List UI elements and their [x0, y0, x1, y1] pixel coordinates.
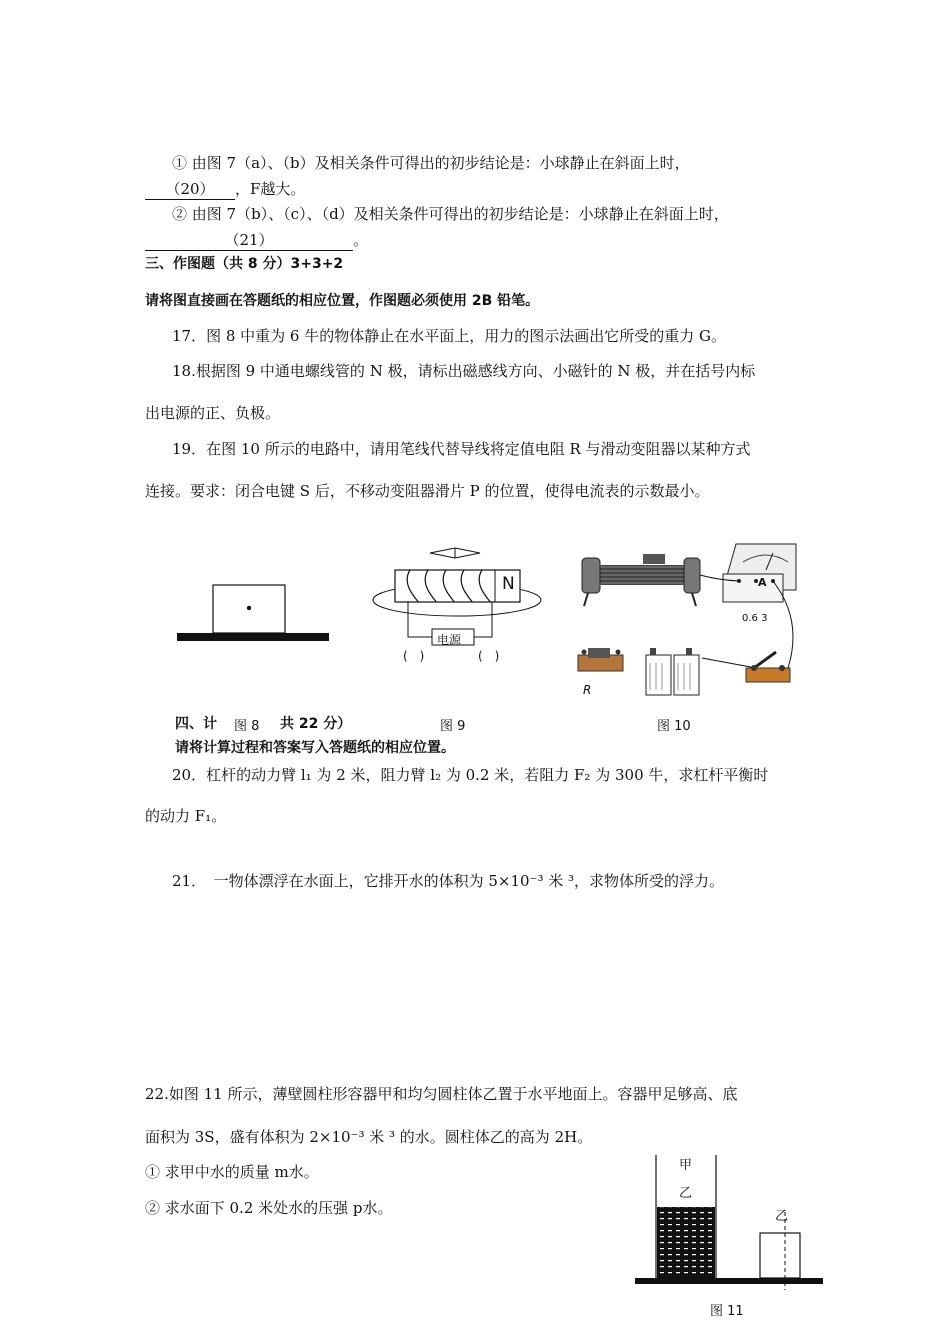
- q20-text-line1: 20．杠杆的动力臂 l₁ 为 2 米，阻力臂 l₂ 为 0.2 米，若阻力 F₂ 为 300 牛，求杠杆平衡时: [172, 766, 769, 784]
- water-fill: [657, 1207, 715, 1278]
- q16-conclusion-2-cont: [145, 229, 368, 251]
- figure-10-caption: 图 10: [657, 719, 691, 734]
- cylinder-yi-label: 乙: [775, 1209, 789, 1224]
- solenoid-n-pole-label: N: [502, 574, 515, 594]
- q16-c1-text: ① 由图 7（a）、（b）及相关条件可得出的初步结论是：小球静止在斜面上时，: [172, 154, 690, 172]
- figure-8: [175, 580, 335, 650]
- q19-text-line2: 连接。要求：闭合电键 S 后，不移动变阻器滑片 P 的位置，使得电流表的示数最小。: [145, 482, 710, 500]
- q22-sub2: ② 求水面下 0.2 米处水的压强 p水。: [145, 1199, 393, 1217]
- q22-text-line1: 22.如图 11 所示，薄壁圆柱形容器甲和均匀圆柱体乙置于水平地面上。容器甲足够高、底: [145, 1085, 738, 1103]
- q18-text-line2: 出电源的正、负极。: [145, 404, 281, 422]
- section4-instruction: 请将计算过程和答案写入答题纸的相应位置。: [175, 740, 455, 756]
- q21-text: 21． 一物体漂浮在水面上，它排开水的体积为 5×10⁻³ 米 ³，求物体所受的浮力。: [172, 872, 725, 890]
- container-yi-label: 乙: [679, 1186, 693, 1201]
- figure-11-caption: 图 11: [710, 1304, 744, 1319]
- figure-9-caption: 图 9: [440, 719, 466, 734]
- q16-conclusion-1: [172, 152, 690, 173]
- switch-icon: [746, 652, 790, 682]
- power-polarity-left[interactable]: ( ): [403, 649, 425, 663]
- q22-sub1: ① 求甲中水的质量 m水。: [145, 1163, 319, 1181]
- ammeter-icon: [723, 544, 796, 602]
- q17-text: 17．图 8 中重为 6 牛的物体静止在水平面上，用力的图示法画出它所受的重力 G。: [172, 327, 726, 345]
- section3-heading: 三、作图题（共 8 分）3+3+2: [145, 256, 344, 272]
- power-polarity-right[interactable]: ( ): [478, 649, 500, 663]
- container-jia-label: 甲: [679, 1158, 693, 1173]
- figure-10-circuit: [578, 540, 803, 700]
- q20-text-line2: 的动力 F₁。: [145, 807, 227, 825]
- figure-8-caption: 图 8: [234, 719, 260, 734]
- q16-c2-tail: 。: [353, 231, 369, 249]
- ammeter-scale-label: 0.6 3: [742, 613, 768, 624]
- resistor-icon: [578, 648, 623, 671]
- answer-blank-20[interactable]: （20）: [145, 178, 235, 200]
- battery-icon: [646, 648, 699, 695]
- rheostat-icon: [582, 554, 700, 606]
- power-source-label: 电源: [437, 633, 462, 647]
- resistor-r-label: R: [583, 683, 592, 697]
- q19-text-line1: 19．在图 10 所示的电路中，请用笔线代替导线将定值电阻 R 与滑动变阻器以某种方式: [172, 440, 751, 458]
- section3-instruction: 请将图直接画在答题纸的相应位置，作图题必须使用 2B 铅笔。: [145, 293, 540, 309]
- answer-blank-21[interactable]: （21）: [145, 229, 353, 251]
- q16-conclusion-1-cont: [145, 178, 305, 200]
- q16-conclusion-2: [172, 203, 729, 224]
- q16-c2-text: ② 由图 7（b）、（c）、（d）及相关条件可得出的初步结论是：小球静止在斜面上时，: [172, 205, 729, 223]
- figure-11: [635, 1150, 825, 1295]
- section4-heading-right: 共 22 分）: [280, 716, 352, 732]
- section4-heading-left: 四、计: [175, 716, 217, 732]
- q22-text-line2: 面积为 3S，盛有体积为 2×10⁻³ 米 ³ 的水。圆柱体乙的高为 2H。: [145, 1128, 593, 1146]
- ammeter-a-label: A: [758, 576, 767, 589]
- q16-c1-tail: ，F越大。: [235, 180, 306, 198]
- q18-text-line1: 18.根据图 9 中通电螺线管的 N 极，请标出磁感线方向、小磁针的 N 极，并在括号内标: [172, 362, 756, 380]
